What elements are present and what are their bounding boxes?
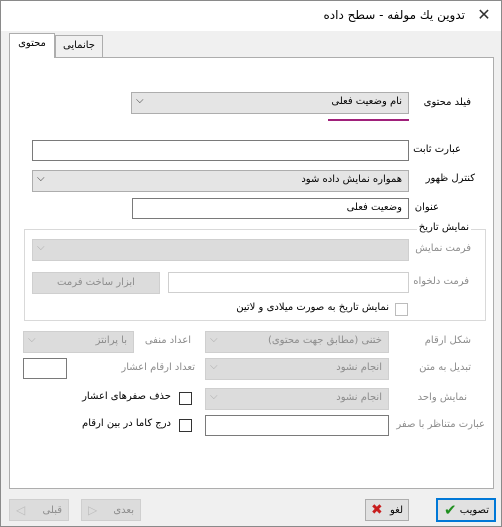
title-bar	[1, 1, 501, 31]
remove-decimal-zeros-label: حذف صفرهای اعشار	[82, 391, 171, 402]
chevron-down-icon: ⌵	[37, 242, 45, 253]
custom-format-label: فرمت دلخواه	[413, 276, 469, 287]
negative-numbers-value: با پرانتز	[95, 335, 127, 346]
show-unit-select[interactable]	[205, 388, 389, 410]
number-shape-label: شکل ارقام	[424, 335, 471, 346]
cancel-x-icon: ✖	[371, 502, 383, 518]
date-display-group-label: نمایش تاریخ	[418, 222, 469, 233]
cancel-button-label: لغو	[389, 505, 403, 516]
close-icon[interactable]: ✕	[477, 5, 491, 24]
fixed-text-label: عبارت ثابت	[413, 144, 461, 155]
checkmark-icon: ✔	[444, 501, 457, 519]
caption-value: وضعیت فعلی	[346, 202, 402, 213]
zero-equivalent-label: عبارت متناظر با صفر	[396, 419, 485, 430]
visibility-control-select[interactable]	[32, 170, 409, 192]
tab-content[interactable]: محتوى	[9, 33, 55, 58]
fixed-text-input[interactable]	[32, 140, 409, 161]
chevron-down-icon: ⌵	[210, 361, 218, 372]
decimal-count-input[interactable]	[23, 358, 67, 379]
chevron-down-icon: ⌵	[37, 173, 45, 184]
insert-commas-label: درج کاما در بین ارقام	[82, 418, 171, 429]
prev-button[interactable]	[9, 499, 69, 521]
arrow-left-icon: ◁	[16, 503, 26, 517]
number-shape-value: ختنی (مطابق جهت محتوی)	[267, 335, 382, 346]
content-field-label: فیلد محتوی	[423, 97, 471, 108]
arrow-right-icon: ▷	[88, 503, 98, 517]
ok-button[interactable]	[436, 498, 496, 522]
content-field-value: نام وضعیت فعلی	[331, 96, 402, 107]
chevron-down-icon: ⌵	[210, 391, 218, 402]
ok-button-label: تصویب	[459, 505, 489, 516]
caption-input[interactable]	[132, 198, 409, 219]
number-shape-select[interactable]	[205, 331, 389, 353]
window-title: تدوين يك مولفه - سطح داده	[323, 8, 465, 22]
next-button-label: بعدی	[113, 505, 134, 516]
caption-label: عنوان	[414, 202, 439, 213]
insert-commas-checkbox[interactable]	[179, 419, 192, 432]
chevron-down-icon: ⌵	[28, 334, 36, 345]
custom-format-input[interactable]	[168, 272, 409, 293]
chevron-down-icon: ⌵	[210, 334, 218, 345]
visibility-control-label: کنترل ظهور	[425, 173, 475, 184]
convert-to-text-label: تبدیل به متن	[419, 362, 471, 373]
tab-layout[interactable]: جانمایی	[55, 35, 103, 57]
date-display-format-label: فرمت نمایش	[415, 243, 471, 254]
cancel-button[interactable]	[365, 499, 409, 521]
field-underline	[328, 119, 409, 121]
next-button[interactable]	[81, 499, 141, 521]
convert-to-text-select[interactable]	[205, 358, 389, 380]
prev-button-label: قبلی	[42, 505, 62, 516]
show-unit-value: انجام نشود	[336, 392, 382, 403]
chevron-down-icon: ⌵	[136, 95, 144, 106]
gregorian-checkbox[interactable]	[395, 303, 408, 316]
show-unit-label: نمایش واحد	[417, 392, 467, 403]
negative-numbers-select[interactable]	[23, 331, 134, 353]
date-display-format-select[interactable]	[32, 239, 409, 261]
gregorian-checkbox-label: نمایش تاریخ به صورت میلادی و لاتین	[236, 302, 389, 313]
visibility-control-value: همواره نمایش داده شود	[301, 174, 402, 185]
negative-numbers-label: اعداد منفی	[144, 335, 191, 346]
decimal-count-label: تعداد ارقام اعشار	[121, 362, 195, 373]
content-field-select[interactable]	[131, 92, 409, 114]
zero-equivalent-input[interactable]	[205, 415, 389, 436]
remove-decimal-zeros-checkbox[interactable]	[179, 392, 192, 405]
convert-to-text-value: انجام نشود	[336, 362, 382, 373]
build-format-button[interactable]: ابزار ساخت فرمت	[32, 272, 160, 294]
